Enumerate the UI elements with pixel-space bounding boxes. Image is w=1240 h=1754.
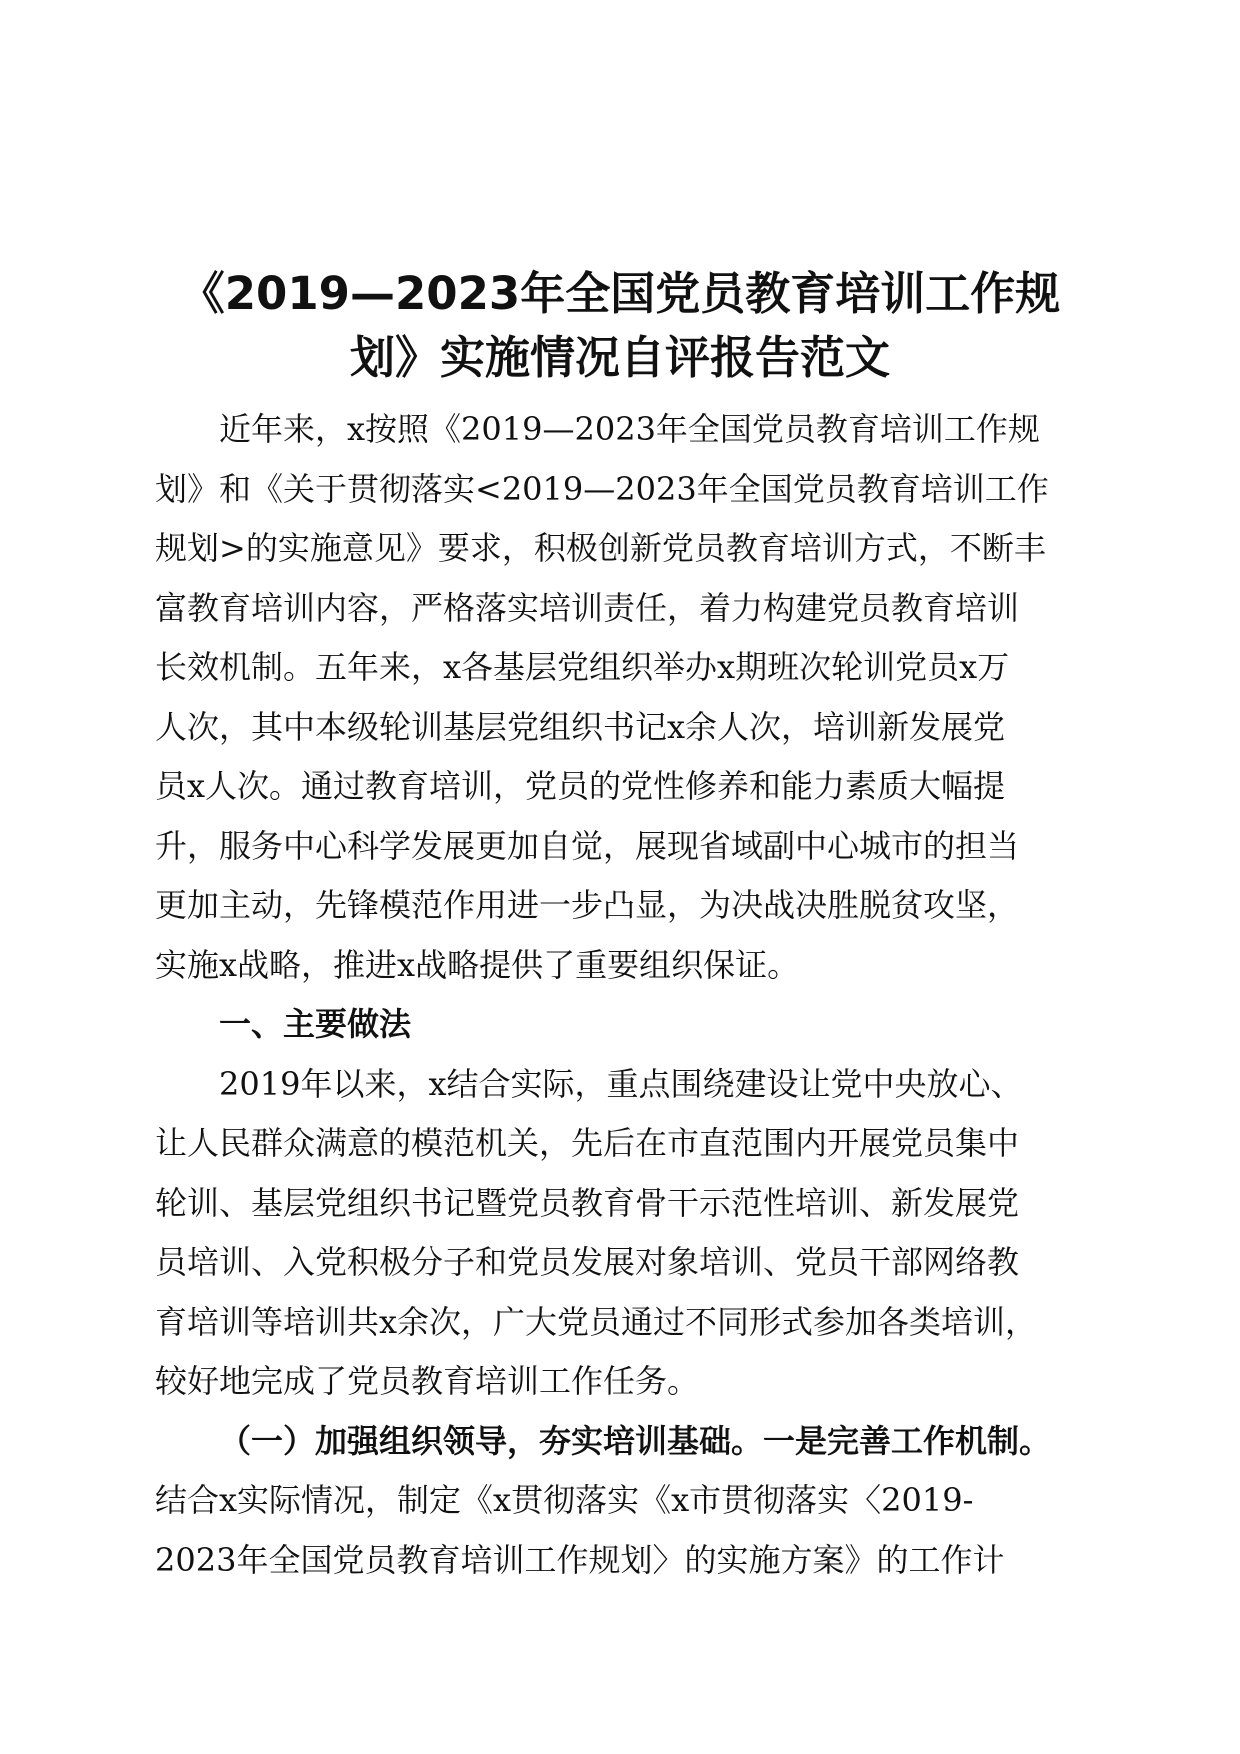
title-line-1: 《2019—2023年全国党员教育培训工作规: [179, 267, 1061, 320]
paragraph-line: 近年来，x按照《2019—2023年全国党员教育培训工作规: [219, 410, 1040, 448]
paragraph-line: 员x人次。通过教育培训，党员的党性修养和能力素质大幅提: [155, 767, 1006, 805]
document-title: [150, 262, 1090, 390]
paragraph-line: 更加主动，先锋模范作用进一步凸显，为决战决胜脱贫攻坚，: [155, 886, 1020, 924]
paragraph-line: 2023年全国党员教育培训工作规划〉的实施方案》的工作计: [155, 1540, 1005, 1579]
section-heading-main-practices: 一、主要做法: [219, 1005, 412, 1043]
paragraph-line: 轮训、基层党组织书记暨党员教育骨干示范性培训、新发展党: [155, 1183, 1020, 1222]
paragraph-line: 规划>的实施意见》要求，积极创新党员教育培训方式，不断丰: [155, 529, 1046, 567]
paragraph-line: 结合x实际情况，制定《x贯彻落实《x市贯彻落实〈2019-: [155, 1481, 974, 1519]
paragraph-line: 长效机制。五年来，x各基层党组织举办x期班次轮训党员x万: [155, 648, 1010, 686]
paragraph-line: 升，服务中心科学发展更加自觉，展现省域副中心城市的担当: [155, 826, 1020, 865]
document-body: [155, 400, 1085, 1590]
paragraph-line: 划》和《关于贯彻落实<2019—2023年全国党员教育培训工作: [155, 469, 1049, 508]
subsection1-paragraph: [155, 1471, 1085, 1590]
paragraph-line: 较好地完成了党员教育培训工作任务。: [155, 1362, 700, 1400]
subsection-heading-organization: （一）加强组织领导，夯实培训基础。一是完善工作机制。: [219, 1421, 1052, 1460]
paragraph-line: 员培训、入党积极分子和党员发展对象培训、党员干部网络教: [155, 1243, 1020, 1281]
intro-paragraph: [155, 400, 1085, 995]
paragraph-line: 让人民群众满意的模范机关，先后在市直范围内开展党员集中: [155, 1124, 1020, 1162]
paragraph-line: 富教育培训内容，严格落实培训责任，着力构建党员教育培训: [155, 588, 1020, 627]
paragraph-line: 育培训等培训共x余次，广大党员通过不同形式参加各类培训，: [155, 1302, 1038, 1341]
paragraph-line: 实施x战略，推进x战略提供了重要组织保证。: [155, 945, 800, 984]
title-line-2: 划》实施情况自评报告范文: [349, 331, 890, 384]
paragraph-line: 2019年以来，x结合实际，重点围绕建设让党中央放心、: [219, 1064, 1023, 1103]
paragraph-line: 人次，其中本级轮训基层党组织书记x余人次，培训新发展党: [155, 707, 1006, 746]
section1-paragraph: [155, 1055, 1085, 1412]
